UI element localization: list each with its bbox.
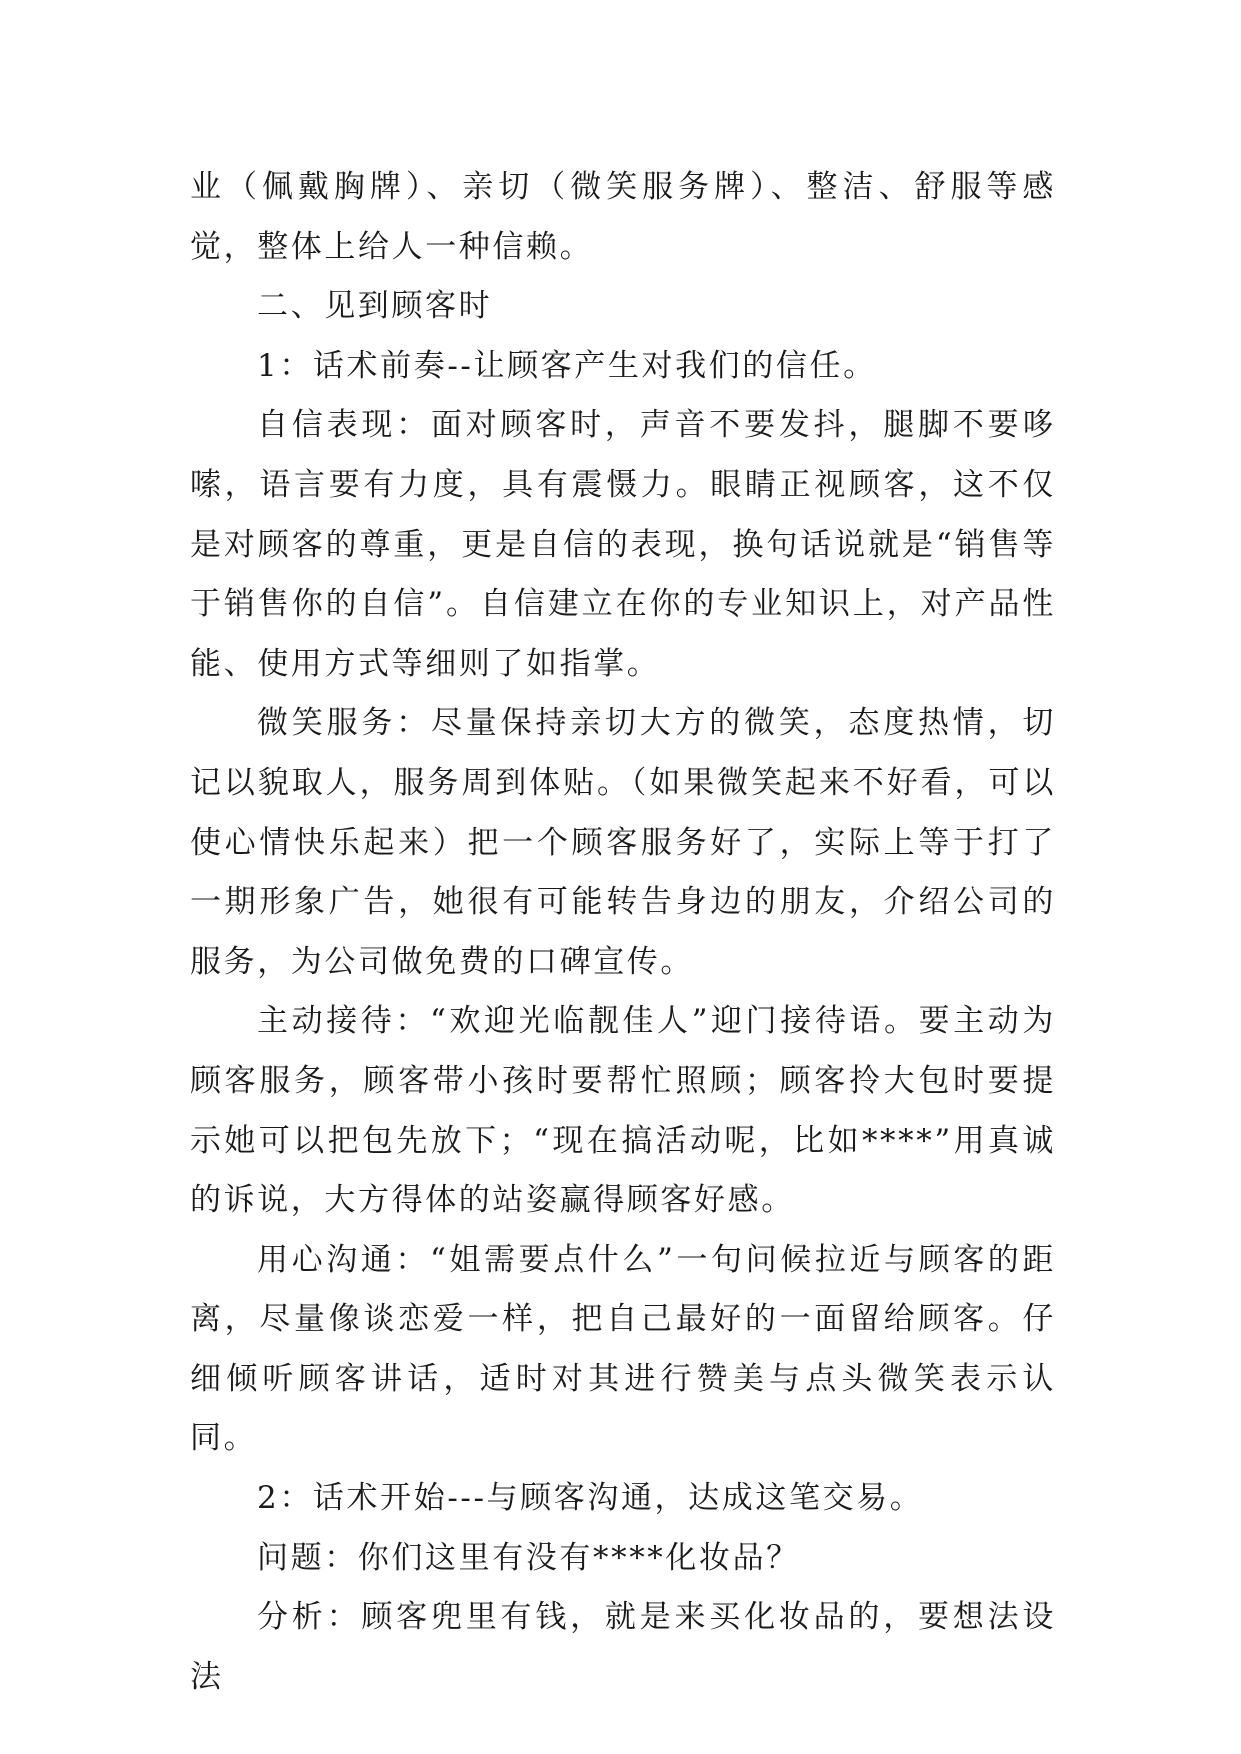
paragraph-communication: 用心沟通：“姐需要点什么”一句问候拉近与顾客的距离，尽量像谈恋爱一样，把自己最好的一面留给顾客。仔细倾听顾客讲话，适时对其进行赞美与点头微笑表示认同。 [190, 1241, 1056, 1457]
section-heading-meeting-customer: 二、见到顾客时 [257, 288, 493, 325]
paragraph-question: 问题：你们这里有没有****化妆品？ [257, 1539, 800, 1576]
subheading-prelude: 1：话术前奏--让顾客产生对我们的信任。 [257, 347, 877, 384]
paragraph-active-reception: 主动接待：“欢迎光临靓佳人”迎门接待语。要主动为顾客服务，顾客带小孩时要帮忙照顾；顾客拎大包时要提示她可以把包先放下；“现在搞活动呢，比如****”用真诚的诉说，大方得体的站姿赢得顾客好感。 [190, 1003, 1056, 1219]
paragraph-confidence: 自信表现：面对顾客时，声音不要发抖，腿脚不要哆嗦，语言要有力度，具有震慑力。眼睛正视顾客，这不仅是对顾客的尊重，更是自信的表现，换句话说就是“销售等于销售你的自信”。自信建立在你的专业知识上，对产品性能、使用方式等细则了如指掌。 [190, 407, 1056, 682]
subheading-start: 2：话术开始---与顾客沟通，达成这笔交易。 [257, 1480, 924, 1517]
paragraph-analysis: 分析：顾客兜里有钱，就是来买化妆品的，要想法设法 [190, 1599, 1056, 1695]
paragraph-smile-service: 微笑服务：尽量保持亲切大方的微笑，态度热情，切记以貌取人，服务周到体贴。（如果微笑起来不好看，可以使心情快乐起来）把一个顾客服务好了，实际上等于打了一期形象广告，她很有可能转告身边的朋友，介绍公司的服务，为公司做免费的口碑宣传。 [190, 705, 1056, 980]
document-body [190, 158, 1056, 1707]
paragraph-continuation: 业（佩戴胸牌）、亲切（微笑服务牌）、整洁、舒服等感觉，整体上给人一种信赖。 [190, 169, 1056, 265]
